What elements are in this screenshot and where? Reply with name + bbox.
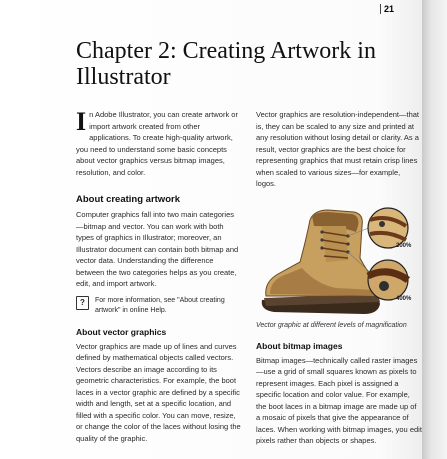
right-column: [256, 109, 422, 447]
intro-text: n Adobe Illustrator, you can create artwork or import artwork created from other applications. To create high-quality artwork, you need to understand some basic concepts about vector graphics versus bitmap images, resolution, and color.: [76, 110, 238, 177]
zoom-circle-200: [368, 208, 408, 248]
help-note-text: For more information, see "About creating artwork" in online Help.: [95, 296, 225, 314]
zoom-label-400: 400%: [396, 295, 412, 302]
figure-caption: Vector graphic at different levels of magnification: [256, 321, 407, 329]
left-column: [76, 109, 241, 444]
about-vector-graphics-heading: About vector graphics: [76, 326, 167, 337]
page-edge-shadow: [422, 0, 447, 459]
intro-paragraph: [76, 109, 241, 178]
boot-figure: [256, 196, 422, 320]
drop-cap: I: [76, 107, 87, 136]
about-creating-artwork-text: Computer graphics fall into two main categories—bitmap and vector. You can work with both types of graphics in Illustrator; moreover, an Illustrator document can contain both bitmap and vector data. Understanding the difference between the two categories helps as you create, edit, and import artwork.: [76, 210, 239, 288]
about-bitmap-images-text: Bitmap images—technically called raster images—use a grid of small squares known as pixels to represent images. Each pixel is assigned a specific location and color value. For example, the boot laces in a bitmap image are made up of a mosaic of pixels that give the appearance of laces. When working with bitmap images, you edit pixels rather than objects or shapes.: [256, 355, 422, 445]
about-bitmap-images-heading: About bitmap images: [256, 340, 343, 351]
about-creating-artwork-heading: About creating artwork: [76, 194, 180, 205]
page-number: 21: [380, 4, 394, 14]
help-note: [76, 296, 241, 316]
vector-resolution-text: Vector graphics are resolution-independent—that is, they can be scaled to any size and printed at any resolution without losing detail or clarity. As a result, vector graphics are the best choice for representing graphics that must retain crisp lines when scaled to various sizes—for example, logos.: [256, 110, 420, 188]
chapter-title: Chapter 2: Creating Artwork in Illustrator: [76, 38, 376, 90]
help-book-icon: ?: [76, 296, 89, 310]
zoom-label-200: 200%: [396, 242, 412, 249]
about-vector-graphics-text: Vector graphics are made up of lines and curves defined by mathematical objects called vectors. Vectors describe an image according to its geometric characteristics. For example, the boot laces in a vector graphic are defined by a specific width and length, set at a specific location, and filled with a specific color. You can move, resize, or change the color of the laces without losing the quality of the graphic.: [76, 341, 241, 443]
